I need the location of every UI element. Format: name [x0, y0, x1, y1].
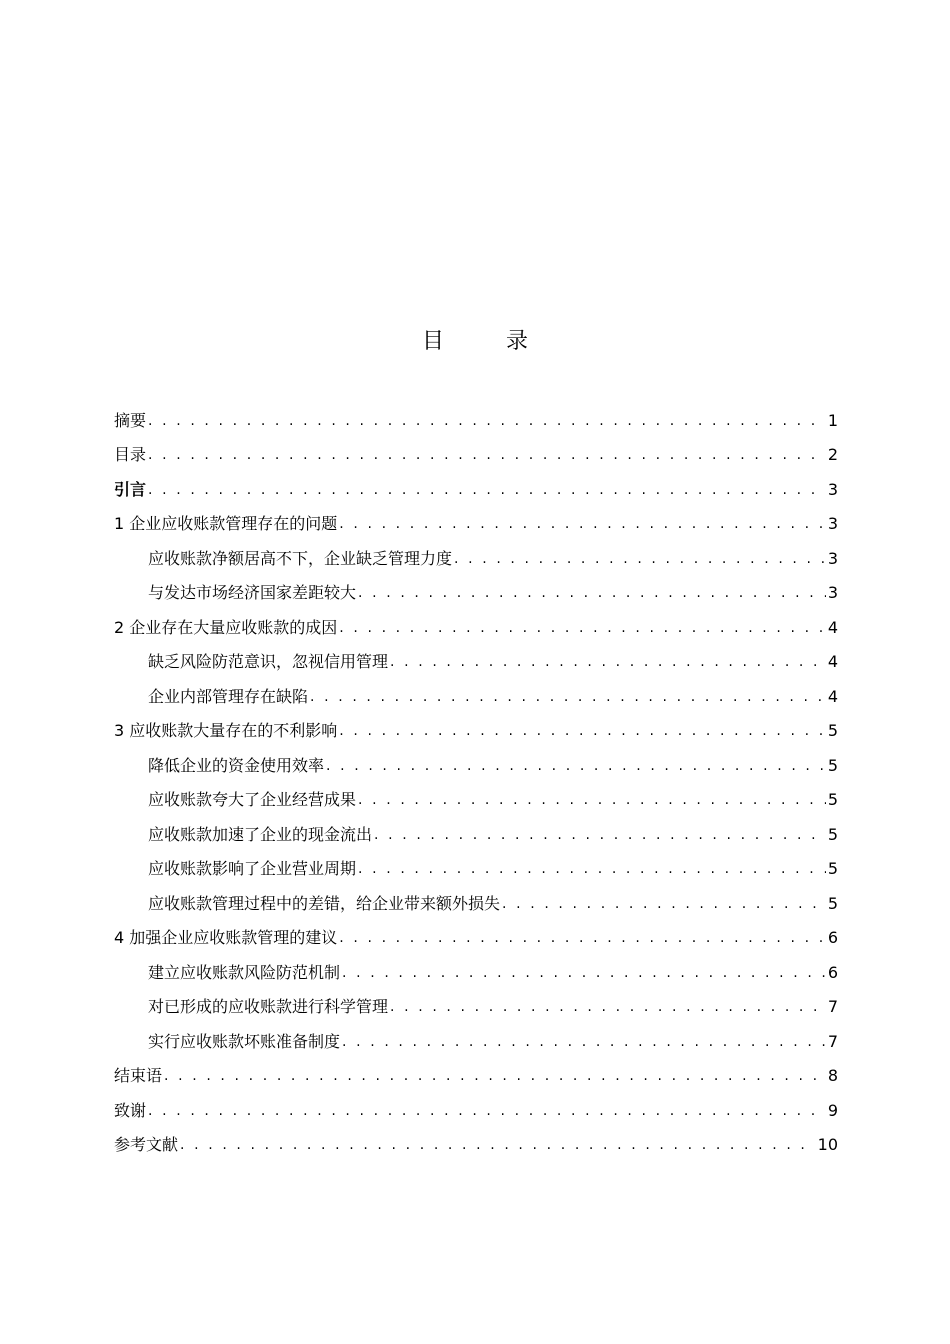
- dot-leader: [326, 756, 826, 776]
- toc-page-number: 5: [827, 859, 838, 878]
- dot-leader: [310, 687, 826, 707]
- toc-page-number: 9: [827, 1100, 838, 1120]
- dot-leader: [502, 894, 826, 914]
- dot-leader: [358, 859, 826, 879]
- toc-entry-text: 应收账款加速了企业的现金流出: [148, 824, 373, 844]
- toc-subentry[interactable]: [114, 948, 838, 983]
- dot-leader: [358, 790, 826, 810]
- dot-leader: [148, 480, 826, 500]
- toc-entry[interactable]: [114, 1121, 838, 1156]
- toc-page-number: 6: [827, 962, 838, 982]
- toc-page-number: 4: [827, 617, 838, 637]
- dot-leader: [358, 583, 826, 603]
- toc-entry-text: 降低企业的资金使用效率: [148, 755, 325, 775]
- toc-entry[interactable]: [114, 396, 838, 431]
- toc-page-number: 4: [827, 686, 838, 706]
- toc-entry-text: 参考文献: [114, 1135, 179, 1154]
- toc-page-number: 5: [827, 721, 838, 740]
- toc-entry-text: 致谢: [114, 1100, 147, 1120]
- toc-subentry[interactable]: [114, 1017, 838, 1052]
- toc-entry-text: 2 企业存在大量应收账款的成因: [114, 617, 338, 637]
- toc-subentry[interactable]: [114, 776, 838, 811]
- toc-page-number: 8: [827, 1066, 838, 1085]
- toc-entry-text: 引言: [114, 479, 147, 499]
- toc-subentry[interactable]: [114, 983, 838, 1018]
- dot-leader: [339, 721, 826, 741]
- toc-entry[interactable]: [114, 914, 838, 949]
- toc-entry-text: 建立应收账款风险防范机制: [148, 962, 341, 982]
- dot-leader: [390, 652, 826, 672]
- dot-leader: [454, 549, 826, 569]
- toc-entry-text: 企业内部管理存在缺陷: [148, 686, 309, 706]
- toc-page-number: 3: [827, 479, 838, 499]
- toc-entry-text: 结束语: [114, 1066, 163, 1085]
- toc-entry-text: 实行应收账款坏账准备制度: [148, 1031, 341, 1051]
- toc-entry-text: 应收账款夸大了企业经营成果: [148, 790, 357, 809]
- dot-leader: [339, 514, 826, 534]
- toc-page-number: 4: [827, 652, 838, 671]
- toc-page-number: 7: [827, 1031, 838, 1051]
- toc-entry[interactable]: [114, 500, 838, 535]
- toc-entry[interactable]: [114, 603, 838, 638]
- toc-page-number: 1: [827, 410, 838, 430]
- toc-entry-text: 4 加强企业应收账款管理的建议: [114, 928, 338, 947]
- toc-entry-text: 摘要: [114, 410, 147, 430]
- toc-subentry[interactable]: [114, 741, 838, 776]
- toc-subentry[interactable]: [114, 672, 838, 707]
- toc-page-number: 5: [827, 790, 838, 809]
- dot-leader: [342, 1032, 826, 1052]
- toc-entry[interactable]: [114, 431, 838, 466]
- dot-leader: [339, 928, 826, 948]
- toc-entry-text: 应收账款净额居高不下，企业缺乏管理力度: [148, 548, 453, 568]
- toc-page-number: 2: [827, 445, 838, 464]
- toc-entry[interactable]: [114, 707, 838, 742]
- toc-entry-text: 应收账款影响了企业营业周期: [148, 859, 357, 878]
- toc-page-number: 5: [827, 893, 838, 913]
- toc-subentry[interactable]: [114, 534, 838, 569]
- dot-leader: [390, 997, 826, 1017]
- toc-entry-text: 3 应收账款大量存在的不利影响: [114, 721, 338, 740]
- toc-entry-text: 目录: [114, 445, 147, 464]
- toc-subentry[interactable]: [114, 879, 838, 914]
- dot-leader: [148, 411, 826, 431]
- toc-page-number: 3: [827, 548, 838, 568]
- dot-leader: [148, 445, 826, 465]
- toc-page-number: 3: [827, 583, 838, 602]
- toc-entry[interactable]: [114, 465, 838, 500]
- dot-leader: [339, 618, 826, 638]
- toc-title: 目 录: [421, 329, 548, 354]
- toc-page-number: 6: [827, 928, 838, 947]
- dot-leader: [342, 963, 826, 983]
- toc-subentry[interactable]: [114, 638, 838, 673]
- toc-page-number: 3: [827, 514, 838, 533]
- table-of-contents: [114, 396, 838, 1155]
- toc-entry-text: 缺乏风险防范意识，忽视信用管理: [148, 652, 389, 671]
- toc-page-number: 10: [817, 1135, 838, 1154]
- toc-entry-text: 与发达市场经济国家差距较大: [148, 583, 357, 602]
- toc-page-number: 5: [827, 755, 838, 775]
- toc-entry[interactable]: [114, 1086, 838, 1121]
- toc-subentry[interactable]: [114, 845, 838, 880]
- toc-subentry[interactable]: [114, 810, 838, 845]
- dot-leader: [164, 1066, 826, 1086]
- toc-entry-text: 1 企业应收账款管理存在的问题: [114, 514, 338, 533]
- toc-entry-text: 应收账款管理过程中的差错，给企业带来额外损失: [148, 893, 501, 913]
- dot-leader: [374, 825, 826, 845]
- dot-leader: [148, 1101, 826, 1121]
- toc-subentry[interactable]: [114, 569, 838, 604]
- toc-entry[interactable]: [114, 1052, 838, 1087]
- toc-page-number: 7: [827, 997, 838, 1016]
- toc-page-number: 5: [827, 824, 838, 844]
- dot-leader: [180, 1135, 816, 1155]
- toc-entry-text: 对已形成的应收账款进行科学管理: [148, 997, 389, 1016]
